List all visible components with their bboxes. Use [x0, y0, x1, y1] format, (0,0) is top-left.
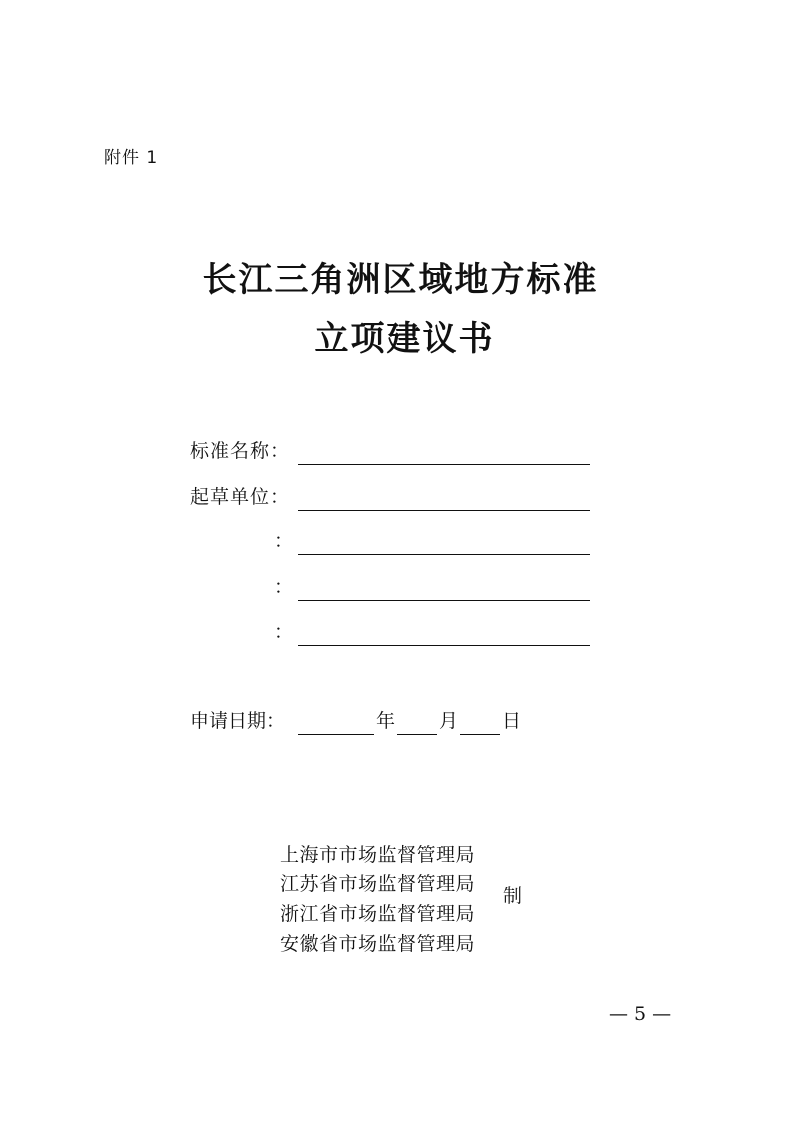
- standard-name-label: 标准名称：: [190, 440, 291, 462]
- year-label: 年: [376, 710, 396, 732]
- issuer-jiangsu: 江苏省市场监督管理局: [280, 873, 476, 895]
- standard-name-blank[interactable]: [298, 463, 590, 465]
- month-label: 月: [439, 710, 459, 732]
- issuer-zhejiang: 浙江省市场监督管理局: [280, 903, 476, 925]
- application-date-row: [190, 705, 610, 735]
- extra-colon-1: ：: [274, 530, 294, 552]
- drafting-unit-extra-field-3: [190, 616, 610, 646]
- year-blank[interactable]: [298, 733, 374, 735]
- day-blank[interactable]: [460, 733, 500, 735]
- extra-colon-3: ：: [274, 621, 294, 643]
- drafting-unit-extra-blank-1[interactable]: [298, 553, 590, 555]
- document-title-line-2: 立项建议书: [314, 319, 495, 359]
- page-number: — 5 —: [609, 1003, 672, 1025]
- drafting-unit-extra-blank-3[interactable]: [298, 644, 590, 646]
- month-blank[interactable]: [397, 733, 437, 735]
- standard-name-field: [190, 435, 610, 465]
- drafting-unit-extra-blank-2[interactable]: [298, 599, 590, 601]
- attachment-label: 附件 1: [104, 148, 159, 168]
- extra-colon-2: ：: [274, 576, 294, 598]
- day-label: 日: [502, 710, 522, 732]
- issuer-shanghai: 上海市市场监督管理局: [280, 844, 476, 866]
- drafting-unit-extra-field-1: [190, 525, 610, 555]
- document-title-line-1: 长江三角洲区域地方标准: [202, 260, 599, 300]
- drafting-unit-field: [190, 481, 610, 511]
- drafting-unit-extra-field-2: [190, 571, 610, 601]
- drafting-unit-label: 起草单位：: [190, 486, 291, 508]
- drafting-unit-blank[interactable]: [298, 509, 590, 511]
- issuer-anhui: 安徽省市场监督管理局: [280, 933, 476, 955]
- date-label: 申请日期：: [190, 710, 286, 732]
- issuer-suffix: 制: [503, 885, 523, 907]
